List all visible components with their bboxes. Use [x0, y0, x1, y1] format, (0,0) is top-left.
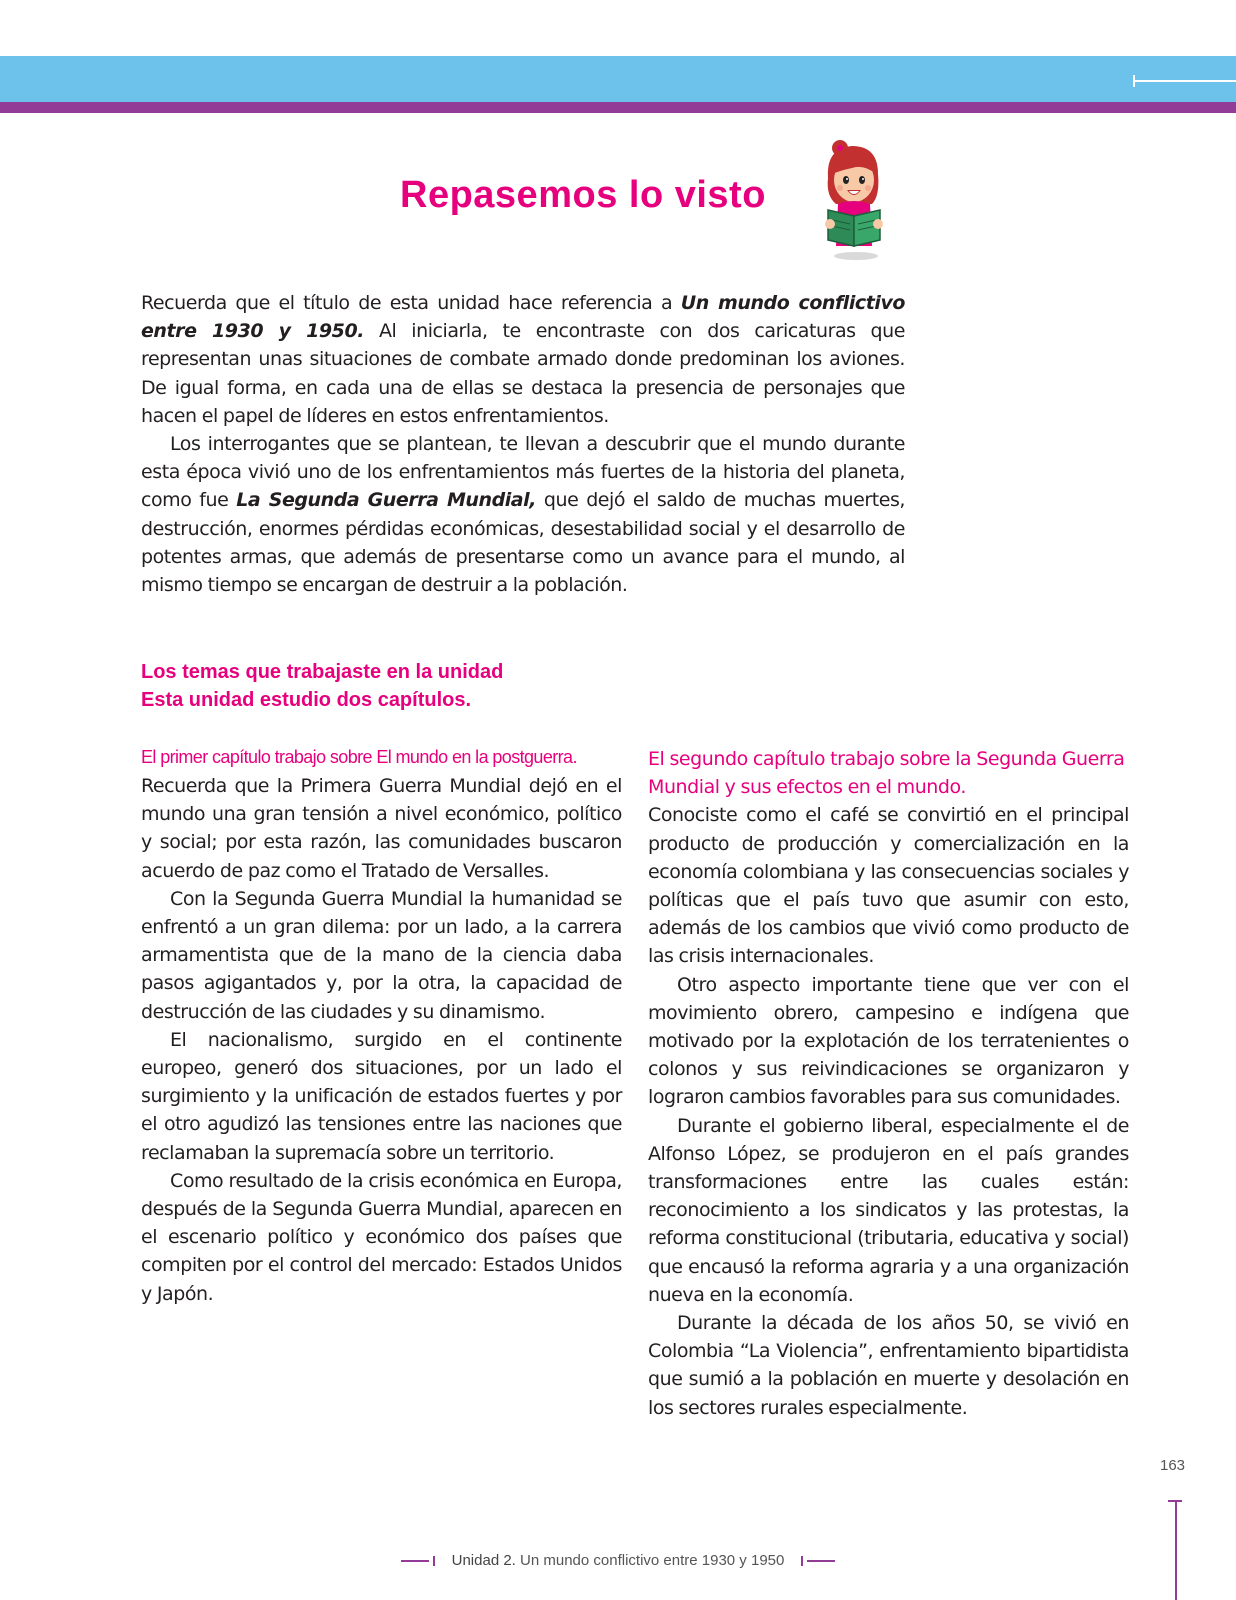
intro-text: [141, 289, 905, 599]
intro-p1-rest: Al iniciarla, te encontraste con dos caricaturas que representan unas situaciones de combate armado donde predominan los aviones. De igual forma, en cada una de ellas se destaca la presencia de personajes que hacen el papel de líderes en estos enfrentamientos.: [141, 320, 905, 427]
margin-rule: [1175, 1500, 1177, 1600]
girl-reading-book-icon: [818, 138, 888, 262]
chapter-1-subtitle: El primer capítulo trabajo sobre El mundo en la postguerra.: [141, 747, 577, 767]
footer-unit: Unidad 2.: [451, 1552, 516, 1569]
intro-paragraph-1: [141, 289, 905, 430]
right-paragraph-4: Durante la década de los años 50, se vivió en Colombia “La Violencia”, enfrentamiento bipartidista que sumió a la población en muerte y desolación en los sectores rurales especialmente.: [648, 1312, 1129, 1419]
footer-title: Un mundo conflictivo entre 1930 y 1950: [520, 1552, 785, 1569]
footer-rule-right: [807, 1560, 835, 1562]
footer-label: [452, 1552, 785, 1569]
intro-p1-text: Recuerda que el título de esta unidad hace referencia a: [141, 292, 681, 314]
section-heading-line-1: Los temas que trabajaste en la unidad: [141, 661, 504, 683]
right-paragraph-2: Otro aspecto importante tiene que ver con el movimiento obrero, campesino e indígena que motivado por la explotación de los terratenientes o colonos y sus reivindicaciones se organizaron y lograron cambios favorables para sus comunidades.: [648, 973, 1129, 1109]
intro-p2-rest: que dejó el saldo de muchas muertes, destrucción, enormes pérdidas económicas, desestabilidad social y el desarrollo de potentes armas, que además de presentarse como un avance para el mundo, al mismo tiempo se encargan de destruir a la población.: [141, 489, 905, 597]
section-heading-line-2: Esta unidad estudio dos capítulos.: [141, 689, 472, 711]
footer-tick-left: [433, 1556, 435, 1566]
footer-rule-left: [401, 1560, 429, 1562]
chapter-2-subtitle: El segundo capítulo trabajo sobre la Segunda Guerra Mundial y sus efectos en el mundo.: [648, 748, 1125, 799]
header-band-blue: [0, 56, 1236, 102]
header-band-rule: [1133, 80, 1236, 82]
left-paragraph-4: Como resultado de la crisis económica en Europa, después de la Segunda Guerra Mundial, aparecen en el escenario político y económico dos países que compiten por el control del mercado: Estados Unidos y Japón.: [141, 1169, 622, 1305]
footer-tick-right: [801, 1556, 803, 1566]
intro-p2-text: Los interrogantes que se plantean, te llevan a descubrir que el mundo durante esta época vivió uno de los enfrentamientos más fuertes de la historia del planeta, como fue: [141, 433, 905, 512]
left-paragraph-1: Recuerda que la Primera Guerra Mundial dejó en el mundo una gran tensión a nivel económico, político y social; por esta razón, las comunidades buscaron acuerdo de paz como el Tratado de Versalles.: [141, 775, 622, 882]
intro-paragraph-2: [141, 430, 905, 599]
header-band-purple: [0, 102, 1236, 113]
right-column: [648, 745, 1129, 1422]
section-heading: [141, 658, 741, 714]
header-band-tick: [1133, 75, 1135, 87]
right-paragraph-3: Durante el gobierno liberal, especialmente el de Alfonso López, se produjeron en el país grandes transformaciones entre las cuales están: reconocimiento a los sindicatos y las protestas, la reforma constitucional (tributaria, educativa y social) que encausó la reforma agraria y a una organización nueva en la economía.: [648, 1114, 1129, 1306]
left-column: [141, 745, 622, 1308]
left-paragraph-3: El nacionalismo, surgido en el continente europeo, generó dos situaciones, por un lado el surgimiento y la unificación de estados fuertes y por el otro agudizó las tensiones entre las naciones que reclamaban la supremacía sobre un territorio.: [141, 1028, 622, 1164]
page-title: Repasemos lo visto: [400, 174, 766, 216]
right-paragraph-1: Conociste como el café se convirtió en el principal producto de producción y comercialización en la economía colombiana y las consecuencias sociales y políticas que el país tuvo que asumir con esto, además de los cambios que vivió como producto de las crisis internacionales.: [648, 804, 1129, 968]
footer: [0, 1552, 1236, 1569]
page-number: 163: [1160, 1457, 1186, 1474]
unit-title-emphasis: Un mundo conflictivo entre 1930 y 1950.: [141, 292, 905, 343]
war-emphasis: La Segunda Guerra Mundial,: [236, 489, 536, 512]
left-paragraph-2: Con la Segunda Guerra Mundial la humanidad se enfrentó a un gran dilema: por un lado, a la carrera armamentista que de la mano de la ciencia daba pasos agigantados y, por la otra, la capacidad de destrucción de las ciudades y su dinamismo.: [141, 887, 622, 1023]
